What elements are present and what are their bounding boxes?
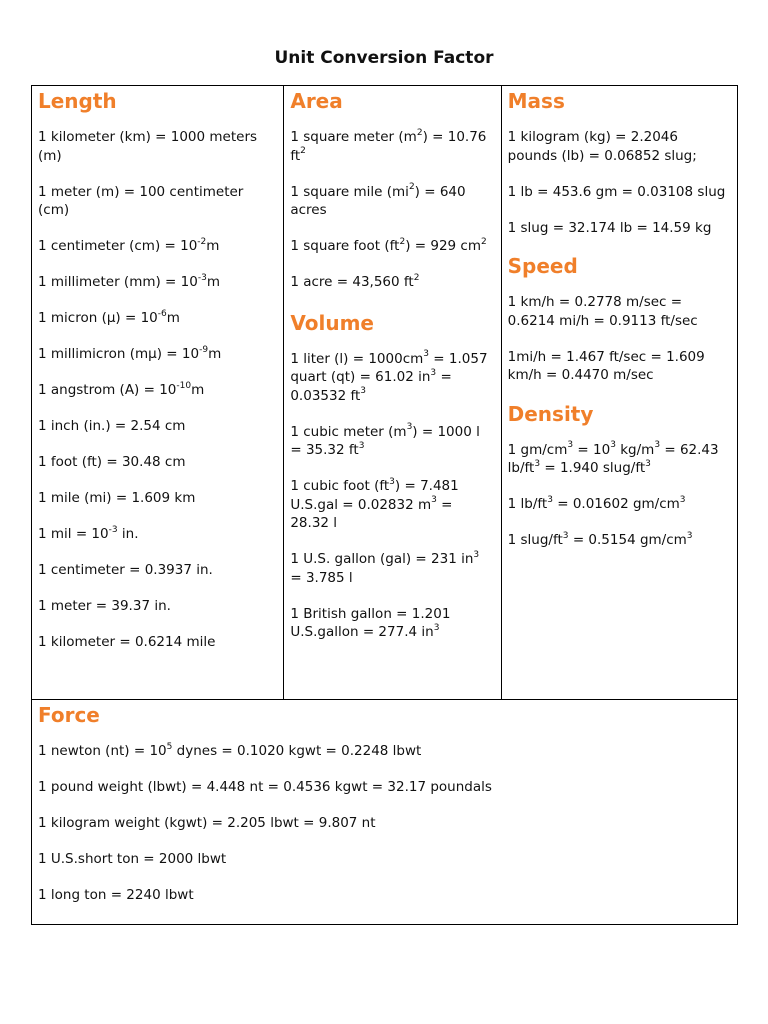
conversion-text: 1 micron (μ) = 10 [38,310,158,326]
speed-list [508,293,731,385]
length-conversion-item [38,183,277,220]
superscript: 2 [416,127,423,138]
length-conversion-item [38,345,277,364]
density-list [508,441,731,550]
superscript: 3 [534,458,541,469]
superscript: 2 [413,272,420,283]
length-conversion-item [38,489,277,508]
length-conversion-item [38,237,277,256]
conversion-text: 1mi/h = 1.467 ft/sec = 1.609 km/h = 0.4470 m/sec [507,348,705,383]
superscript: 3 [610,440,616,450]
force-conversion-item [38,778,731,797]
conversion-text: 1 gm/cm [507,441,568,458]
volume-conversion-item [290,550,494,587]
area-list [290,128,494,292]
superscript: -2 [197,236,207,247]
superscript: 3 [547,494,553,505]
superscript: -9 [199,344,209,355]
conversion-text: 1 kilometer = 0.6214 mile [38,634,216,650]
conversion-text: = 0.01602 gm/cm [552,496,680,512]
superscript: 3 [567,440,574,450]
conversion-text: 1 lb = 453.6 gm = 0.03108 slug [507,183,726,200]
conversion-text: = 1.940 slug/ft [540,460,646,476]
conversion-text: 1 mile (mi) = 1.609 km [38,490,196,506]
superscript: 3 [433,622,440,633]
conversion-text: m [206,238,220,254]
area-conversion-item [290,128,494,165]
conversion-text: ) = 10.76 ft [290,129,487,164]
conversion-text: dynes = 0.1020 kgwt = 0.2248 lbwt [172,743,422,759]
superscript: 3 [562,530,569,541]
superscript: 2 [399,236,406,247]
conversion-text: = 0.5154 gm/cm [568,532,687,548]
superscript: 3 [431,495,437,505]
superscript: 2 [300,146,306,156]
length-conversion-item [38,561,277,580]
force-conversion-item [38,814,731,833]
conversion-text: 1 centimeter = 0.3937 in. [38,562,213,578]
force-conversion-item [38,850,731,869]
mass-conversion-item [508,219,731,238]
volume-conversion-item [290,423,494,460]
length-heading: Length [38,89,117,113]
conversion-text: ) = 1000 l = 35.32 ft [290,423,480,458]
conversion-table [31,85,738,925]
area-volume-cell [284,86,501,700]
density-conversion-item [508,495,731,514]
superscript: 3 [360,386,367,396]
conversion-text: = 10 [573,441,611,458]
length-conversion-item [38,128,277,165]
length-conversion-item [38,309,277,328]
conversion-text: 1 meter (m) = 100 centimeter (cm) [38,183,244,218]
volume-heading: Volume [290,310,374,335]
speed-conversion-item [508,348,731,385]
conversion-text: = 0.03532 ft [290,369,452,404]
force-heading: Force [38,703,100,727]
length-conversion-item [38,597,277,616]
conversion-text: m [206,274,220,290]
conversion-text: kg/m [615,441,655,458]
conversion-text: ) = 640 acres [290,183,466,218]
conversion-text: 1 cubic foot (ft [290,478,390,494]
speed-heading: Speed [507,254,578,278]
conversion-text: 1 square meter (m [290,129,417,145]
conversion-text: m [166,310,180,326]
mass-conversion-item [508,183,731,202]
conversion-text: 1 millimeter (mm) = 10 [38,274,198,290]
volume-conversion-item [290,605,494,642]
volume-list [290,350,494,642]
volume-conversion-item [290,477,494,533]
conversion-text: 1 acre = 43,560 ft [290,274,414,290]
mass-heading: Mass [507,89,565,113]
mass-list [508,128,731,237]
conversion-text: in. [117,526,139,542]
conversion-text: = 1.057 quart (qt) = 61.02 in [290,350,488,385]
superscript: 3 [473,549,480,560]
conversion-text: 1 kilogram weight (kgwt) = 2.205 lbwt = 9.807 nt [38,815,376,831]
superscript: 2 [408,182,415,192]
conversion-text: 1 kilogram (kg) = 2.2046 pounds (lb) = 0.06852 slug; [507,129,697,164]
conversion-text: = 62.43 lb/ft [507,441,719,476]
superscript: 3 [645,458,651,469]
conversion-text: 1 slug/ft [507,532,563,548]
length-conversion-item [38,417,277,436]
superscript: -3 [197,272,207,283]
conversion-text: 1 meter = 39.37 in. [38,598,171,614]
conversion-text: 1 liter (l) = 1000cm [290,350,424,367]
conversion-text: 1 newton (nt) = 10 [38,743,167,759]
mass-speed-density-cell [501,86,737,700]
density-conversion-item [508,441,731,478]
superscript: 3 [406,422,413,432]
conversion-text: 1 U.S.short ton = 2000 lbwt [38,851,227,867]
length-conversion-item [38,381,277,400]
volume-conversion-item [290,350,494,406]
conversion-text: 1 angstrom (A) = 10 [38,382,177,398]
force-cell [32,700,738,925]
length-list [38,128,277,652]
length-cell [32,86,284,700]
conversion-text: 1 square foot (ft [290,238,400,254]
conversion-text: 1 long ton = 2240 lbwt [38,887,194,903]
mass-conversion-item [508,128,731,165]
conversion-text: 1 British gallon = 1.201 U.S.gallon = 277.4 in [290,605,451,640]
conversion-text: = 28.32 l [290,496,453,531]
force-conversion-item [38,742,731,761]
conversion-text: m [191,382,205,398]
conversion-text: m [208,346,222,362]
conversion-text: 1 pound weight (lbwt) = 4.448 nt = 0.4536 kgwt = 32.17 poundals [38,779,492,795]
area-conversion-item [290,237,494,256]
superscript: 3 [389,476,395,487]
area-heading: Area [290,89,343,113]
conversion-text: 1 U.S. gallon (gal) = 231 in [290,551,474,567]
area-conversion-item [290,183,494,220]
conversion-text: 1 lb/ft [507,496,548,512]
conversion-text: ) = 7.481 U.S.gal = 0.02832 m [290,478,459,513]
superscript: -10 [176,380,192,391]
length-conversion-item [38,273,277,292]
conversion-text: 1 mil = 10 [38,526,109,542]
superscript: 3 [430,367,437,378]
superscript: 3 [686,530,693,541]
conversion-text: 1 foot (ft) = 30.48 cm [38,454,186,470]
superscript: -6 [157,308,167,319]
superscript: 3 [679,494,686,505]
force-list [38,742,731,905]
length-conversion-item [38,525,277,544]
superscript: 2 [480,236,487,247]
area-conversion-item [290,273,494,292]
conversion-text: ) = 929 cm [405,238,481,254]
force-conversion-item [38,886,731,905]
superscript: 3 [423,349,430,359]
length-conversion-item [38,453,277,472]
conversion-text: 1 kilometer (km) = 1000 meters (m) [38,129,258,164]
density-heading: Density [507,401,594,426]
conversion-text: 1 inch (in.) = 2.54 cm [38,418,186,434]
superscript: 5 [166,741,173,752]
conversion-text: 1 cubic meter (m [290,423,407,440]
conversion-text: 1 millimicron (mμ) = 10 [38,346,200,362]
conversion-text: 1 slug = 32.174 lb = 14.59 kg [507,219,712,236]
speed-conversion-item [508,293,731,330]
length-conversion-item [38,633,277,652]
superscript: -3 [108,524,118,535]
conversion-text: 1 centimeter (cm) = 10 [38,238,198,254]
conversion-text: = 3.785 l [290,569,353,586]
superscript: 3 [654,440,661,450]
conversion-text: 1 km/h = 0.2778 m/sec = 0.6214 mi/h = 0.9113 ft/sec [507,294,698,329]
conversion-text: 1 square mile (mi [290,183,409,200]
page-title: Unit Conversion Factor [274,48,494,68]
superscript: 3 [358,440,365,451]
density-conversion-item [508,531,731,550]
